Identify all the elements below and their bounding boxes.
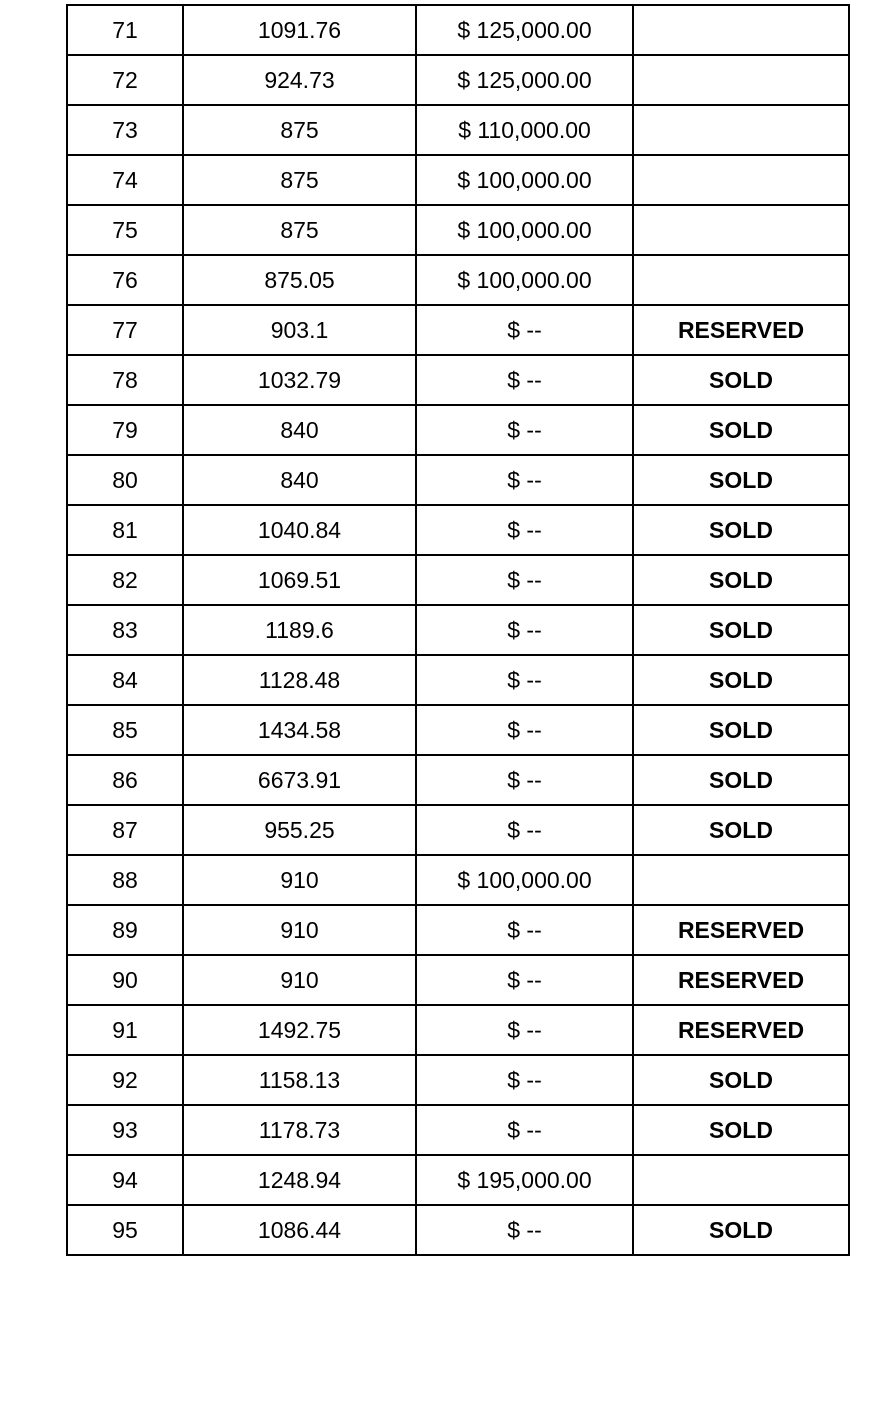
status-cell: SOLD xyxy=(633,1105,849,1155)
table-row xyxy=(67,705,849,755)
lot-number-cell: 82 xyxy=(67,555,183,605)
price-cell: $ -- xyxy=(416,1005,633,1055)
status-cell: RESERVED xyxy=(633,905,849,955)
price-cell: $ 110,000.00 xyxy=(416,105,633,155)
area-cell: 1178.73 xyxy=(183,1105,416,1155)
price-cell: $ -- xyxy=(416,305,633,355)
price-cell: $ -- xyxy=(416,755,633,805)
area-cell: 1086.44 xyxy=(183,1205,416,1255)
table-row xyxy=(67,1005,849,1055)
table-row xyxy=(67,1105,849,1155)
area-cell: 6673.91 xyxy=(183,755,416,805)
area-cell: 924.73 xyxy=(183,55,416,105)
lot-number-cell: 77 xyxy=(67,305,183,355)
table-row xyxy=(67,5,849,55)
table-row xyxy=(67,655,849,705)
status-cell xyxy=(633,255,849,305)
area-cell: 875 xyxy=(183,105,416,155)
table-row xyxy=(67,1055,849,1105)
status-cell: SOLD xyxy=(633,1205,849,1255)
area-cell: 1434.58 xyxy=(183,705,416,755)
area-cell: 1128.48 xyxy=(183,655,416,705)
price-cell: $ -- xyxy=(416,1105,633,1155)
status-cell: SOLD xyxy=(633,705,849,755)
area-cell: 910 xyxy=(183,955,416,1005)
table-row xyxy=(67,455,849,505)
lot-number-cell: 90 xyxy=(67,955,183,1005)
status-cell xyxy=(633,5,849,55)
status-cell: SOLD xyxy=(633,505,849,555)
price-cell: $ -- xyxy=(416,405,633,455)
lot-number-cell: 84 xyxy=(67,655,183,705)
price-cell: $ 100,000.00 xyxy=(416,255,633,305)
table-row xyxy=(67,805,849,855)
status-cell: SOLD xyxy=(633,655,849,705)
price-cell: $ -- xyxy=(416,1055,633,1105)
area-cell: 903.1 xyxy=(183,305,416,355)
status-cell: SOLD xyxy=(633,605,849,655)
lot-number-cell: 80 xyxy=(67,455,183,505)
table-row xyxy=(67,1155,849,1205)
status-cell xyxy=(633,155,849,205)
lot-number-cell: 72 xyxy=(67,55,183,105)
area-cell: 875 xyxy=(183,205,416,255)
price-cell: $ -- xyxy=(416,655,633,705)
lot-number-cell: 95 xyxy=(67,1205,183,1255)
price-cell: $ 100,000.00 xyxy=(416,205,633,255)
status-cell: SOLD xyxy=(633,555,849,605)
area-cell: 1492.75 xyxy=(183,1005,416,1055)
status-cell: RESERVED xyxy=(633,955,849,1005)
status-cell xyxy=(633,205,849,255)
area-cell: 1248.94 xyxy=(183,1155,416,1205)
table-row xyxy=(67,405,849,455)
area-cell: 955.25 xyxy=(183,805,416,855)
table-row xyxy=(67,505,849,555)
area-cell: 1069.51 xyxy=(183,555,416,605)
area-cell: 1032.79 xyxy=(183,355,416,405)
price-cell: $ -- xyxy=(416,705,633,755)
lot-number-cell: 83 xyxy=(67,605,183,655)
area-cell: 875 xyxy=(183,155,416,205)
price-cell: $ -- xyxy=(416,555,633,605)
price-cell: $ -- xyxy=(416,455,633,505)
status-cell xyxy=(633,855,849,905)
price-cell: $ 195,000.00 xyxy=(416,1155,633,1205)
table-row xyxy=(67,155,849,205)
lot-number-cell: 88 xyxy=(67,855,183,905)
price-cell: $ -- xyxy=(416,1205,633,1255)
lot-number-cell: 79 xyxy=(67,405,183,455)
table-row xyxy=(67,755,849,805)
area-cell: 1189.6 xyxy=(183,605,416,655)
area-cell: 1158.13 xyxy=(183,1055,416,1105)
area-cell: 840 xyxy=(183,455,416,505)
lot-number-cell: 87 xyxy=(67,805,183,855)
status-cell: RESERVED xyxy=(633,305,849,355)
area-cell: 1040.84 xyxy=(183,505,416,555)
lot-number-cell: 76 xyxy=(67,255,183,305)
table-row xyxy=(67,55,849,105)
lot-number-cell: 71 xyxy=(67,5,183,55)
price-cell: $ 125,000.00 xyxy=(416,5,633,55)
lot-number-cell: 81 xyxy=(67,505,183,555)
status-cell: SOLD xyxy=(633,755,849,805)
table-row xyxy=(67,355,849,405)
price-cell: $ -- xyxy=(416,605,633,655)
status-cell xyxy=(633,55,849,105)
lot-number-cell: 78 xyxy=(67,355,183,405)
status-cell: SOLD xyxy=(633,455,849,505)
status-cell xyxy=(633,1155,849,1205)
table-row xyxy=(67,205,849,255)
status-cell: SOLD xyxy=(633,1055,849,1105)
lot-number-cell: 85 xyxy=(67,705,183,755)
lot-price-table xyxy=(66,4,850,1256)
status-cell: SOLD xyxy=(633,355,849,405)
area-cell: 910 xyxy=(183,905,416,955)
price-cell: $ -- xyxy=(416,505,633,555)
lot-number-cell: 73 xyxy=(67,105,183,155)
lot-number-cell: 91 xyxy=(67,1005,183,1055)
lot-number-cell: 74 xyxy=(67,155,183,205)
lot-number-cell: 94 xyxy=(67,1155,183,1205)
table-row xyxy=(67,605,849,655)
table-row xyxy=(67,905,849,955)
price-cell: $ 125,000.00 xyxy=(416,55,633,105)
price-cell: $ -- xyxy=(416,955,633,1005)
table-row xyxy=(67,105,849,155)
lot-number-cell: 86 xyxy=(67,755,183,805)
price-cell: $ -- xyxy=(416,355,633,405)
table-row xyxy=(67,255,849,305)
status-cell: SOLD xyxy=(633,405,849,455)
price-cell: $ -- xyxy=(416,905,633,955)
area-cell: 1091.76 xyxy=(183,5,416,55)
table-row xyxy=(67,1205,849,1255)
table-row xyxy=(67,555,849,605)
status-cell xyxy=(633,105,849,155)
lot-number-cell: 89 xyxy=(67,905,183,955)
table-row xyxy=(67,855,849,905)
area-cell: 840 xyxy=(183,405,416,455)
price-cell: $ 100,000.00 xyxy=(416,155,633,205)
lot-number-cell: 93 xyxy=(67,1105,183,1155)
lot-number-cell: 92 xyxy=(67,1055,183,1105)
price-cell: $ -- xyxy=(416,805,633,855)
lot-number-cell: 75 xyxy=(67,205,183,255)
status-cell: RESERVED xyxy=(633,1005,849,1055)
table-row xyxy=(67,955,849,1005)
status-cell: SOLD xyxy=(633,805,849,855)
table-row xyxy=(67,305,849,355)
lot-table-body xyxy=(67,5,849,1255)
area-cell: 910 xyxy=(183,855,416,905)
price-cell: $ 100,000.00 xyxy=(416,855,633,905)
area-cell: 875.05 xyxy=(183,255,416,305)
